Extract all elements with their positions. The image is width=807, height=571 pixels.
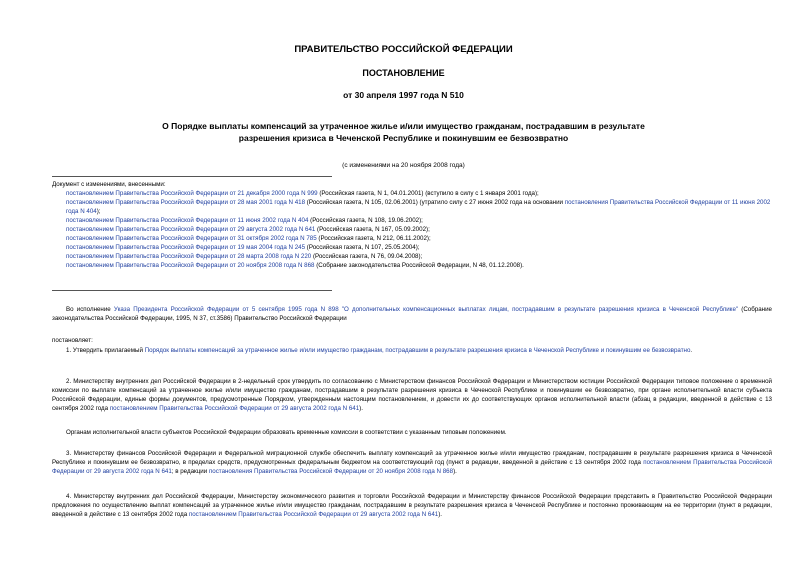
amendment-link[interactable]: постановлением Правительства Российской Федерации от 19 мая 2004 года N 245 <box>66 244 306 251</box>
bottom-divider <box>52 290 332 291</box>
amendment-link[interactable]: постановления Правительства Российской Федерации от 11 июня 2002 года N 404 <box>66 199 771 215</box>
amendment-item: постановлением Правительства Российской Федерации от 20 ноября 2008 года N 868 (Собрание законодательства Российской Федерации, N 48, 01.12.2008). <box>66 262 524 269</box>
doc-type-heading: ПОСТАНОВЛЕНИЕ <box>362 68 445 78</box>
amendment-item: постановлением Правительства Российской Федерации от 21 декабря 2000 года N 999 (Российская газета, N 1, 04.01.2001) (вступило в силу с 1 января 2001 года); <box>66 190 539 197</box>
item-3-paragraph: 3. Министерству финансов Российской Федерации и Федеральной миграционной службе обеспечить выплату компенсаций за утраченное жилье и/или имущество гражданам, пострадавшим в результате разрешения кризиса в Чеченской Республике и покинувшим ее безвозвратно, в пределах средств, предусмотренных федеральным бюджетом на соответствующий год (пункт в редакции, введенной в действие с 13 сентября 2002 года постановлением Правительства Российской Федерации от 29 августа 2002 года N 641; в редакции постановления Правительства Российской Федерации от 20 ноября 2008 года N 868). <box>52 450 773 475</box>
resolves-paragraph: постановляет: <box>52 337 93 344</box>
amendment-link[interactable]: постановления Правительства Российской Федерации от 20 ноября 2008 года N 868 <box>208 468 454 475</box>
item-2-paragraph: 2. Министерству внутренних дел Российской Федерации в 2-недельный срок утвердить по согласованию с Министерством финансов Российской Федерации и Министерством юстиции Российской Федерации типовое положение о временной комиссии по выплате компенсаций за утраченное жилье и/или имущество гражданам, пострадавшим в результате разрешения кризиса в Чеченской Республике и покинувшим ее безвозвратно, при органе исполнительной власти субъекта Российской Федерации, единые формы документов, предусмотренные Порядком, утвержденным настоящим постановлением, и довести их до соответствующих органов исполнительной власти (абзац в редакции, введенной в действие с 13 сентября 2002 года постановлением Правительства Российской Федерации от 29 августа 2002 года N 641). <box>52 378 772 412</box>
amendment-link[interactable]: постановлением Правительства Российской Федерации от 29 августа 2002 года N 641 <box>52 459 773 475</box>
decree-link[interactable]: Указа Президента Российской Федерации от 5 сентября 1995 года N 898 "О дополнительных компенсационных выплатах лицам, пострадавшим в результате разрешения кризиса в Чеченской Республике" <box>113 306 739 313</box>
document-title: О Порядке выплаты компенсаций за утраченное жилье и/или имущество гражданам, пострадавшим в результате разрешения кризиса в Чеченской Республике и покинувшим ее безвозвратно <box>162 121 645 143</box>
amendment-item: постановлением Правительства Российской Федерации от 19 мая 2004 года N 245 (Российская газета, N 107, 25.05.2004); <box>66 244 420 251</box>
amendment-link[interactable]: постановлением Правительства Российской Федерации от 29 августа 2002 года N 641 <box>109 405 360 412</box>
item-1-paragraph: 1. Утвердить прилагаемый Порядок выплаты компенсаций за утраченное жилье и/или имущество гражданам, пострадавшим в результате разрешения кризиса в Чеченской Республике и покинувшим ее безвозвратно. <box>66 347 693 354</box>
amendment-link[interactable]: постановлением Правительства Российской Федерации от 29 августа 2002 года N 641 <box>188 511 439 518</box>
item-2b-paragraph: Органам исполнительной власти субъектов Российской Федерации образовать временные комиссии в соответствии с указанным типовым положением. <box>66 429 507 436</box>
date-number-heading: от 30 апреля 1997 года N 510 <box>343 90 464 100</box>
amendment-item: постановлением Правительства Российской Федерации от 28 марта 2008 года N 220 (Российская газета, N 76, 09.04.2008); <box>66 253 423 260</box>
amendment-link[interactable]: постановлением Правительства Российской Федерации от 21 декабря 2000 года N 999 <box>66 190 318 197</box>
amended-note: (с изменениями на 20 ноября 2008 года) <box>342 162 465 169</box>
amendment-link[interactable]: постановлением Правительства Российской Федерации от 31 октября 2002 года N 785 <box>66 235 317 242</box>
top-divider <box>52 176 332 177</box>
amendment-link[interactable]: постановлением Правительства Российской Федерации от 29 августа 2002 года N 641 <box>66 226 316 233</box>
amendment-item: постановлением Правительства Российской Федерации от 28 мая 2001 года N 418 (Российская газета, N 105, 02.06.2001) (утратило силу с 27 июня 2002 года на основании постановления Правительства Российской Федерации от 11 июня 2002 года N 404); <box>66 199 771 215</box>
amendments-list <box>52 180 774 270</box>
amendment-item: постановлением Правительства Российской Федерации от 11 июня 2002 года N 404 (Российская газета, N 108, 19.06.2002); <box>66 217 423 224</box>
preamble-paragraph: Во исполнение Указа Президента Российской Федерации от 5 сентября 1995 года N 898 "О дополнительных компенсационных выплатах лицам, пострадавшим в результате разрешения кризиса в Чеченской Республике" (Собрание законодательства Российской Федерации, 1995, N 37, ст.3586) Правительство Российской Федерации <box>52 306 772 322</box>
amendment-item: постановлением Правительства Российской Федерации от 29 августа 2002 года N 641 (Российская газета, N 167, 05.09.2002); <box>66 226 430 233</box>
item-4-paragraph: 4. Министерству внутренних дел Российской Федерации, Министерству экономического развития и торговли Российской Федерации и Министерству финансов Российской Федерации представить в Правительство Российской Федерации предложения по осуществлению выплат компенсаций за утраченное жилье и/или имущество гражданам, пострадавшим в результате разрешения кризиса в Чеченской Республике и постоянно проживающим на ее территории (пункт в редакции, введенной в действие с 13 сентября 2002 года постановлением Правительства Российской Федерации от 29 августа 2002 года N 641). <box>52 493 772 518</box>
issuer-heading: ПРАВИТЕЛЬСТВО РОССИЙСКОЙ ФЕДЕРАЦИИ <box>294 44 513 55</box>
amendment-link[interactable]: постановлением Правительства Российской Федерации от 28 мая 2001 года N 418 <box>66 199 306 206</box>
amendment-link[interactable]: постановлением Правительства Российской Федерации от 28 марта 2008 года N 220 <box>66 253 312 260</box>
amendment-item: постановлением Правительства Российской Федерации от 31 октября 2002 года N 785 (Российская газета, N 212, 06.11.2002); <box>66 235 431 242</box>
amendments-intro: Документ с изменениями, внесенными: <box>52 181 166 188</box>
amendment-link[interactable]: постановлением Правительства Российской Федерации от 11 июня 2002 года N 404 <box>66 217 309 224</box>
amendment-link[interactable]: постановлением Правительства Российской Федерации от 20 ноября 2008 года N 868 <box>66 262 315 269</box>
procedure-link[interactable]: Порядок выплаты компенсаций за утраченное жилье и/или имущество гражданам, пострадавшим в результате разрешения кризиса в Чеченской Республике и покинувшим ее безвозвратно <box>144 347 691 354</box>
